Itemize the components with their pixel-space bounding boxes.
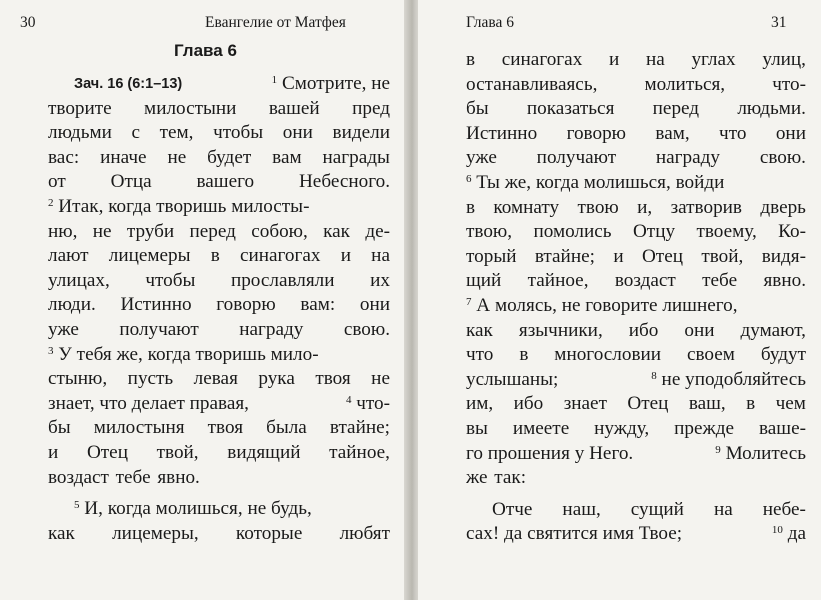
text-line: вас: иначе не будет вам награды	[48, 146, 390, 168]
verse-number: 7	[466, 295, 472, 308]
verse-number: 8	[651, 369, 657, 382]
text-line: бы милостыня твоя была втайне;	[48, 417, 390, 439]
chapter-title: Глава 6	[174, 41, 237, 60]
text-line-content: Ты же, когда молишься, войди	[476, 171, 725, 193]
left-text-block	[48, 72, 390, 546]
text-line: бы показаться перед людьми.	[466, 98, 806, 120]
text-line	[48, 497, 390, 522]
page-number: 30	[20, 14, 36, 31]
text-line: уже получают награду свою.	[48, 318, 390, 340]
text-line: что в многословии своем будут	[466, 344, 806, 366]
text-line	[48, 343, 390, 368]
text-line	[466, 522, 806, 547]
text-line: в синагогах и на углах улиц,	[466, 49, 806, 70]
verse-number: 1	[271, 74, 278, 86]
verse-number: 5	[74, 499, 80, 512]
text-line-content: да	[787, 523, 806, 545]
text-line: Отче наш, сущий на небе-	[492, 498, 806, 520]
text-line: как лицемеры, которые любят	[48, 522, 390, 544]
verse-number: 2	[48, 196, 54, 209]
verse-number: 3	[48, 344, 54, 357]
right-page	[418, 0, 821, 600]
text-line	[48, 195, 390, 220]
verse-number: 6	[466, 172, 472, 185]
text-line	[466, 442, 806, 467]
text-line: и Отец твой, видящий тайное,	[48, 441, 390, 463]
text-line: лают лицемеры в синагогах и на	[48, 245, 390, 267]
text-line-content: А молясь, не говорите лишнего,	[476, 294, 738, 316]
text-line-content: услышаны;	[466, 368, 559, 390]
text-line: люди. Истинно говорю вам: они	[48, 294, 390, 316]
right-text-block	[466, 48, 806, 547]
text-line	[466, 294, 806, 319]
chapter-header: Глава 6	[466, 14, 515, 31]
text-line: от Отца вашего Небесного.	[48, 171, 390, 193]
running-title: Евангелие от Матфея	[205, 14, 346, 31]
text-line: ню, не труби перед собою, как де-	[48, 220, 390, 242]
zachalo-reference: Зач. 16 (6:1–13)	[74, 76, 183, 92]
text-line	[48, 392, 390, 417]
text-line-content: не уподобляйтесь	[661, 368, 806, 390]
text-line	[466, 368, 806, 393]
verse-number: 9	[715, 443, 721, 456]
text-line: воздаст тебе явно.	[48, 466, 200, 488]
text-line-content: что-	[356, 392, 390, 414]
text-line: творите милостыни вашей пред	[48, 97, 390, 119]
text-line: же так:	[466, 467, 527, 489]
page-number: 31	[771, 14, 787, 31]
text-line: улицах, чтобы прославляли их	[48, 269, 390, 291]
text-line: стыню, пусть левая рука твоя не	[48, 368, 390, 390]
text-line: уже получают награду свою.	[466, 147, 806, 169]
text-line-content: знает, что делает правая,	[48, 392, 249, 414]
text-line-content: И, когда молишься, не будь,	[84, 498, 312, 520]
verse-number: 4	[345, 393, 352, 406]
text-line: останавливаясь, молиться, что-	[466, 73, 806, 95]
text-line	[466, 171, 806, 196]
text-line-content: У тебя же, когда творишь мило-	[58, 343, 319, 365]
text-line: вы имеете нужду, прежде ваше-	[466, 417, 806, 439]
text-line: людьми с тем, чтобы они видели	[48, 122, 390, 144]
text-line: торый втайне; и Отец твой, видя-	[466, 245, 806, 267]
text-line: им, ибо знает Отец ваш, в чем	[466, 393, 806, 415]
text-line-content: Молитесь	[725, 442, 806, 464]
text-line-content: Смотрите, не	[281, 73, 390, 94]
text-line: Истинно говорю вам, что они	[466, 122, 806, 144]
text-line: твою, помолись Отцу твоему, Ко-	[466, 221, 806, 243]
text-line	[48, 72, 390, 97]
text-line-content: го прошения у Него.	[466, 442, 634, 464]
text-line: как язычники, ибо они думают,	[466, 319, 806, 341]
text-line-content: Итак, когда творишь милосты-	[58, 195, 310, 217]
left-page	[0, 0, 408, 600]
text-line-content: сах! да святится имя Твое;	[466, 523, 683, 545]
text-line: щий тайное, воздаст тебе явно.	[466, 270, 806, 292]
verse-number: 10	[771, 524, 783, 537]
text-line: в комнату твою и, затворив дверь	[466, 196, 806, 218]
